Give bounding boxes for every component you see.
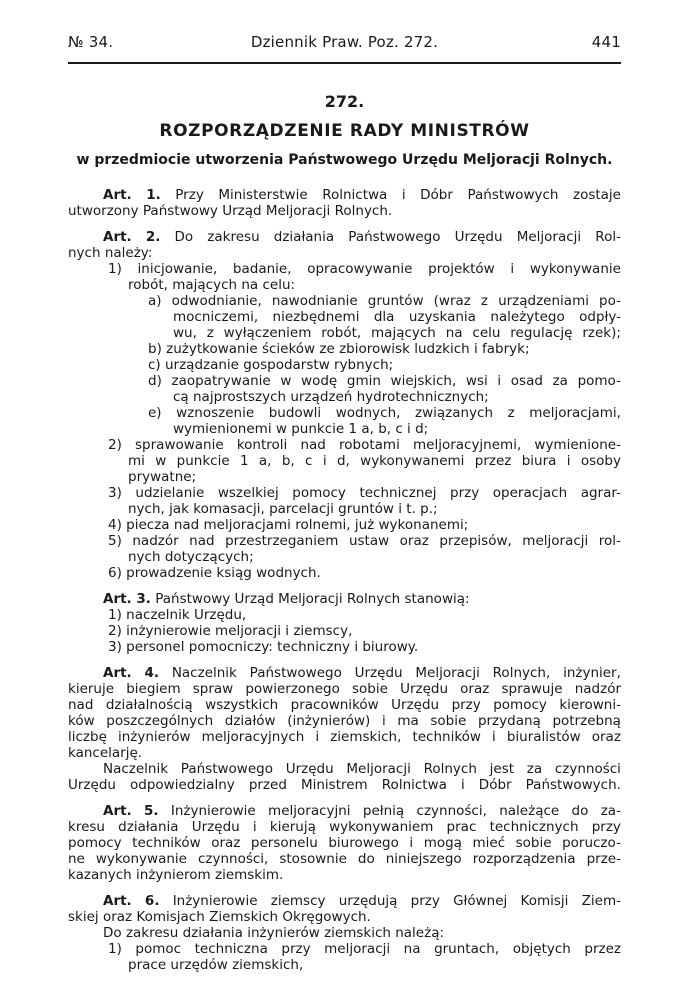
word: Do (174, 229, 194, 245)
word: sobie (515, 835, 552, 851)
word: a) (148, 293, 162, 309)
position-number: 272. (324, 92, 365, 111)
text-line (68, 835, 621, 852)
word: z (206, 325, 214, 341)
word: mogą (423, 835, 462, 851)
word: pomocy (292, 485, 346, 501)
word: należytego (490, 309, 565, 325)
word: 2. (145, 229, 161, 245)
word: osoby (580, 453, 621, 469)
word: rzek); (582, 325, 621, 341)
word: wodnych, (335, 405, 401, 421)
word: działalnością (105, 697, 193, 713)
text-line: 6) prowadzenie ksiąg wodnych. (108, 565, 321, 581)
word: ma (397, 713, 419, 729)
word: (wraz (433, 293, 471, 309)
word: mających (371, 325, 436, 341)
text-line (128, 453, 621, 470)
text-line: utworzony Państwowy Urząd Meljoracji Rolnych. (68, 203, 393, 219)
word: operacjach (492, 485, 568, 501)
word: biurowego (328, 835, 399, 851)
word: czynności, (416, 803, 487, 819)
word: rozporządzenia (472, 851, 576, 867)
word: Ministerstwie (218, 187, 308, 203)
text-line: nych, jak komasacji, parcelacji gruntów i t. p.; (128, 501, 438, 517)
word: oraz (460, 681, 490, 697)
word: przy (451, 697, 481, 713)
text-line: cą najprostszych urządzeń hydrotechnicznych; (173, 389, 489, 405)
text-line (173, 325, 621, 342)
word: i (460, 777, 465, 793)
word: i (510, 261, 515, 277)
word: 1. (146, 187, 161, 203)
article-text: Państwowy Urząd Meljoracji Rolnych stanowią: (150, 591, 470, 607)
word: Głównej (453, 893, 508, 909)
word: niniejszego (385, 851, 462, 867)
header-rule (68, 62, 621, 64)
word: do (357, 851, 375, 867)
word: pomoc (135, 941, 182, 957)
word: Państwowych (467, 187, 559, 203)
word: badanie, (232, 261, 292, 277)
word: wykonywanie (95, 851, 187, 867)
word: Rolnych (423, 761, 477, 777)
word: opracowywanie (307, 261, 413, 277)
word: Urzędu (285, 761, 334, 777)
text-line (108, 941, 621, 958)
word: ne (68, 851, 85, 867)
word: urządzeniami (498, 293, 589, 309)
word: a, (258, 453, 272, 469)
text-line: b) zużytkowanie ścieków ze zbiorowisk ludzkich i fabryk; (148, 341, 530, 357)
text-line (68, 729, 621, 746)
word: biegiem (126, 681, 181, 697)
word: w (155, 453, 167, 469)
text-line: Do zakresu działania inżynierów ziemskich należą: (103, 925, 445, 941)
word: Urzędu (400, 681, 449, 697)
word: zaopatrywanie (171, 373, 271, 389)
word: biura (521, 453, 557, 469)
text-line (148, 405, 621, 422)
word: Państwowego (180, 761, 273, 777)
word: pełnią (362, 803, 405, 819)
word: personelu (250, 835, 318, 851)
word: i (401, 187, 406, 203)
word: Naczelnik (103, 761, 169, 777)
word: pomocy (68, 835, 122, 851)
word: Art. (103, 893, 132, 909)
word: z (507, 405, 515, 421)
word: Komisji (520, 893, 569, 909)
word: technicznych (489, 819, 579, 835)
word: potrzebną (552, 713, 621, 729)
page-number: 441 (591, 33, 621, 51)
journal-header: Dziennik Praw. Poz. 272. (250, 33, 439, 51)
word: pracowników (290, 697, 379, 713)
word: wykonywaniem (329, 819, 434, 835)
word: poruczo- (562, 835, 621, 851)
word: Naczelnik (171, 665, 237, 681)
word: nad (300, 437, 326, 453)
word: wsi (465, 373, 488, 389)
text-line (148, 293, 621, 310)
word: Państwowego (249, 665, 342, 681)
word: czynności, (197, 851, 269, 867)
text-line (103, 591, 470, 608)
word: oraz (211, 835, 241, 851)
text-line: kancelarję. (68, 745, 143, 761)
word: 6. (144, 893, 160, 909)
word: technicznej (359, 485, 437, 501)
word: ustaw (348, 533, 390, 549)
word: 2) (108, 437, 122, 453)
word: wodę (301, 373, 338, 389)
word: Urzędu (68, 777, 116, 793)
text-line (108, 437, 621, 454)
word: 1) (108, 261, 122, 277)
word: nadzór (132, 533, 179, 549)
document-title: ROZPORZĄDZENIE RADY MINISTRÓW (159, 121, 530, 141)
word: Przy (175, 187, 204, 203)
word: meljoracji (522, 533, 589, 549)
text-line: prace urzędów ziemskich, (128, 957, 304, 973)
word: sprawowanie (135, 437, 224, 453)
word: robotami (339, 437, 400, 453)
text-line (108, 533, 621, 550)
word: nad (189, 533, 215, 549)
word: regulację (510, 325, 573, 341)
text-line: 3) personel pomocniczy: techniczny i biurowy. (108, 639, 419, 655)
word: przy (410, 893, 440, 909)
word: związanych (415, 405, 494, 421)
word: osad (510, 373, 543, 389)
text-line: skiej oraz Komisjach Ziemskich Okręgowych. (68, 909, 371, 925)
word: wykonywanemi (360, 453, 465, 469)
article-label: Art. 3. (103, 591, 151, 607)
word: meljoracyjni (268, 803, 351, 819)
text-line (108, 485, 621, 502)
text-line: 1) naczelnik Urzędu, (108, 607, 247, 623)
word: meljoracji (324, 941, 391, 957)
word: punkcie (176, 453, 230, 469)
word: 3) (108, 485, 122, 501)
word: oraz (591, 729, 621, 745)
word: c (305, 453, 313, 469)
text-line: kazanych inżynierom ziemskim. (68, 867, 284, 883)
word: nawodnianie (271, 293, 358, 309)
word: działów (224, 713, 276, 729)
word: przepisów, (439, 533, 512, 549)
word: gruntów (367, 293, 424, 309)
word: rol- (598, 533, 621, 549)
text-line (103, 665, 621, 682)
text-line (68, 697, 621, 714)
text-line: nych dotyczących; (128, 549, 254, 565)
word: nadzór (574, 681, 621, 697)
word: za (552, 373, 568, 389)
word: Rol- (595, 229, 621, 245)
word: ziemscy (270, 893, 326, 909)
word: Rolnictwa (322, 187, 388, 203)
word: Ziem- (581, 893, 621, 909)
word: wyłączeniem (223, 325, 312, 341)
word: Państwowego (348, 229, 441, 245)
word: objętych (512, 941, 571, 957)
word: i (492, 729, 496, 745)
text-line: 2) inżynierowie meljoracji i ziemscy, (108, 623, 353, 639)
word: wykonywanie (529, 261, 621, 277)
word: oraz (399, 533, 429, 549)
word: za (526, 761, 543, 777)
word: 5) (108, 533, 122, 549)
word: budowli (268, 405, 322, 421)
word: prze- (586, 851, 621, 867)
word: jest (489, 761, 515, 777)
word: przestrzeganiem (225, 533, 339, 549)
word: Inżynierowie (172, 893, 258, 909)
word: sobie (430, 713, 467, 729)
text-line (103, 187, 621, 204)
text-line (68, 681, 621, 698)
word: działania (118, 819, 179, 835)
text-line (108, 261, 621, 278)
word: Urzędu (191, 819, 240, 835)
word: d, (336, 453, 350, 469)
word: e) (148, 405, 162, 421)
word: i (497, 373, 502, 389)
word: odpły- (579, 309, 621, 325)
word: i (381, 713, 386, 729)
word: Urzędu (354, 665, 403, 681)
word: przed (248, 777, 287, 793)
word: kontroli (236, 437, 288, 453)
word: meljoracjami, (529, 405, 621, 421)
word: wznoszenie (176, 405, 255, 421)
word: należące (499, 803, 560, 819)
word: wiejskich, (390, 373, 457, 389)
word: celu (472, 325, 501, 341)
word: czynności (554, 761, 621, 777)
word: i (566, 453, 571, 469)
word: wszystkich (205, 697, 279, 713)
text-line (148, 373, 621, 390)
word: Meljoracji (516, 229, 582, 245)
word: Dóbr (420, 187, 453, 203)
word: przez (474, 453, 512, 469)
text-line (103, 803, 621, 820)
word: Art. (103, 665, 132, 681)
issue-number: № 34. (68, 33, 114, 51)
word: kierowni- (559, 697, 621, 713)
word: sobie (352, 681, 388, 697)
word: d) (148, 373, 162, 389)
word: Art. (103, 229, 132, 245)
word: Urzędu (454, 229, 503, 245)
text-line: wymienionemi w punkcie 1 a, b, c i d; (173, 421, 429, 437)
document-subtitle: w przedmiocie utworzenia Państwowego Urzędu Meljoracji Rolnych. (76, 152, 613, 168)
word: inżynier, (563, 665, 621, 681)
word: kierują (269, 819, 316, 835)
word: niezbędnemi (272, 309, 360, 325)
word: uzyskania (408, 309, 476, 325)
text-line (68, 713, 621, 730)
text-line: nych należy: (68, 245, 153, 261)
word: Art. (103, 803, 132, 819)
word: Art. (103, 187, 132, 203)
word: b, (281, 453, 295, 469)
word: Państwowych. (525, 777, 621, 793)
word: przydaną (477, 713, 541, 729)
word: nad (68, 697, 94, 713)
word: mi (128, 453, 145, 469)
word: biuralistów (506, 729, 581, 745)
word: spraw (192, 681, 234, 697)
word: na (403, 941, 421, 957)
word: Dóbr (478, 777, 512, 793)
text-line (68, 851, 621, 868)
word: (inżynierów) (287, 713, 371, 729)
word: mieć (472, 835, 506, 851)
word: Meljoracji (346, 761, 411, 777)
text-line: prywatne; (128, 469, 197, 485)
word: projektów (428, 261, 495, 277)
word: wszelkiej (217, 485, 279, 501)
text-line (173, 309, 621, 326)
word: 5. (144, 803, 159, 819)
word: Rolnych, (492, 665, 551, 681)
word: techników (412, 729, 481, 745)
word: odwodnianie, (171, 293, 262, 309)
word: Meljoracji (415, 665, 480, 681)
word: Urzędu (391, 697, 440, 713)
word: liczbę (68, 729, 107, 745)
word: poszczególnych (106, 713, 214, 729)
word: i (322, 453, 327, 469)
word: wu, (173, 325, 197, 341)
word: i (409, 835, 414, 851)
word: dla (373, 309, 395, 325)
word: Rolnictwa (381, 777, 447, 793)
word: przy (450, 485, 480, 501)
word: ziemskich, (330, 729, 402, 745)
word: przez (584, 941, 621, 957)
word: stosownie (279, 851, 347, 867)
text-line (68, 777, 621, 794)
word: ków (68, 713, 95, 729)
word: w (280, 373, 292, 389)
word: za- (600, 803, 621, 819)
word: kieruje (68, 681, 115, 697)
word: techniczna (194, 941, 268, 957)
word: pomocy (493, 697, 547, 713)
word: agrar- (580, 485, 621, 501)
word: przy (281, 941, 311, 957)
word: zostaje (572, 187, 621, 203)
word: przy (591, 819, 621, 835)
word: Inżynierowie (170, 803, 256, 819)
word: kresu (68, 819, 105, 835)
word: urzędują (338, 893, 398, 909)
word: na (445, 325, 463, 341)
word: po- (599, 293, 621, 309)
word: do (571, 803, 589, 819)
text-line (68, 819, 621, 836)
word: odpowiedzialny (130, 777, 235, 793)
word: powierzonego (245, 681, 340, 697)
word: meljoracyjnych (201, 729, 305, 745)
word: techników (132, 835, 201, 851)
text-line (103, 761, 621, 778)
word: działania (273, 229, 335, 245)
word: mocniczemi, (173, 309, 259, 325)
word: Ministrem (300, 777, 368, 793)
word: pomo- (577, 373, 621, 389)
word: gruntach, (434, 941, 500, 957)
word: 1) (108, 941, 122, 957)
text-line: c) urządzanie gospodarstw rybnych; (148, 357, 394, 373)
text-line (103, 893, 621, 910)
text-line: 4) piecza nad meljoracjami rolnemi, już wykonanemi; (108, 517, 469, 533)
word: inicjowanie, (137, 261, 218, 277)
word: 1 (239, 453, 249, 469)
word: gmin (346, 373, 381, 389)
word: wymienione- (534, 437, 621, 453)
word: i (315, 729, 320, 745)
word: udzielanie (135, 485, 205, 501)
word: inżynierów (117, 729, 191, 745)
word: prac (446, 819, 477, 835)
word: i (252, 819, 257, 835)
word: z (480, 293, 489, 309)
word: meljoracyjnemi, (412, 437, 522, 453)
word: 4. (144, 665, 160, 681)
text-line (103, 229, 621, 246)
word: zakresu (207, 229, 260, 245)
text-line: robót, mających na celu: (128, 277, 296, 293)
word: robót, (321, 325, 362, 341)
word: sprawuje (501, 681, 563, 697)
